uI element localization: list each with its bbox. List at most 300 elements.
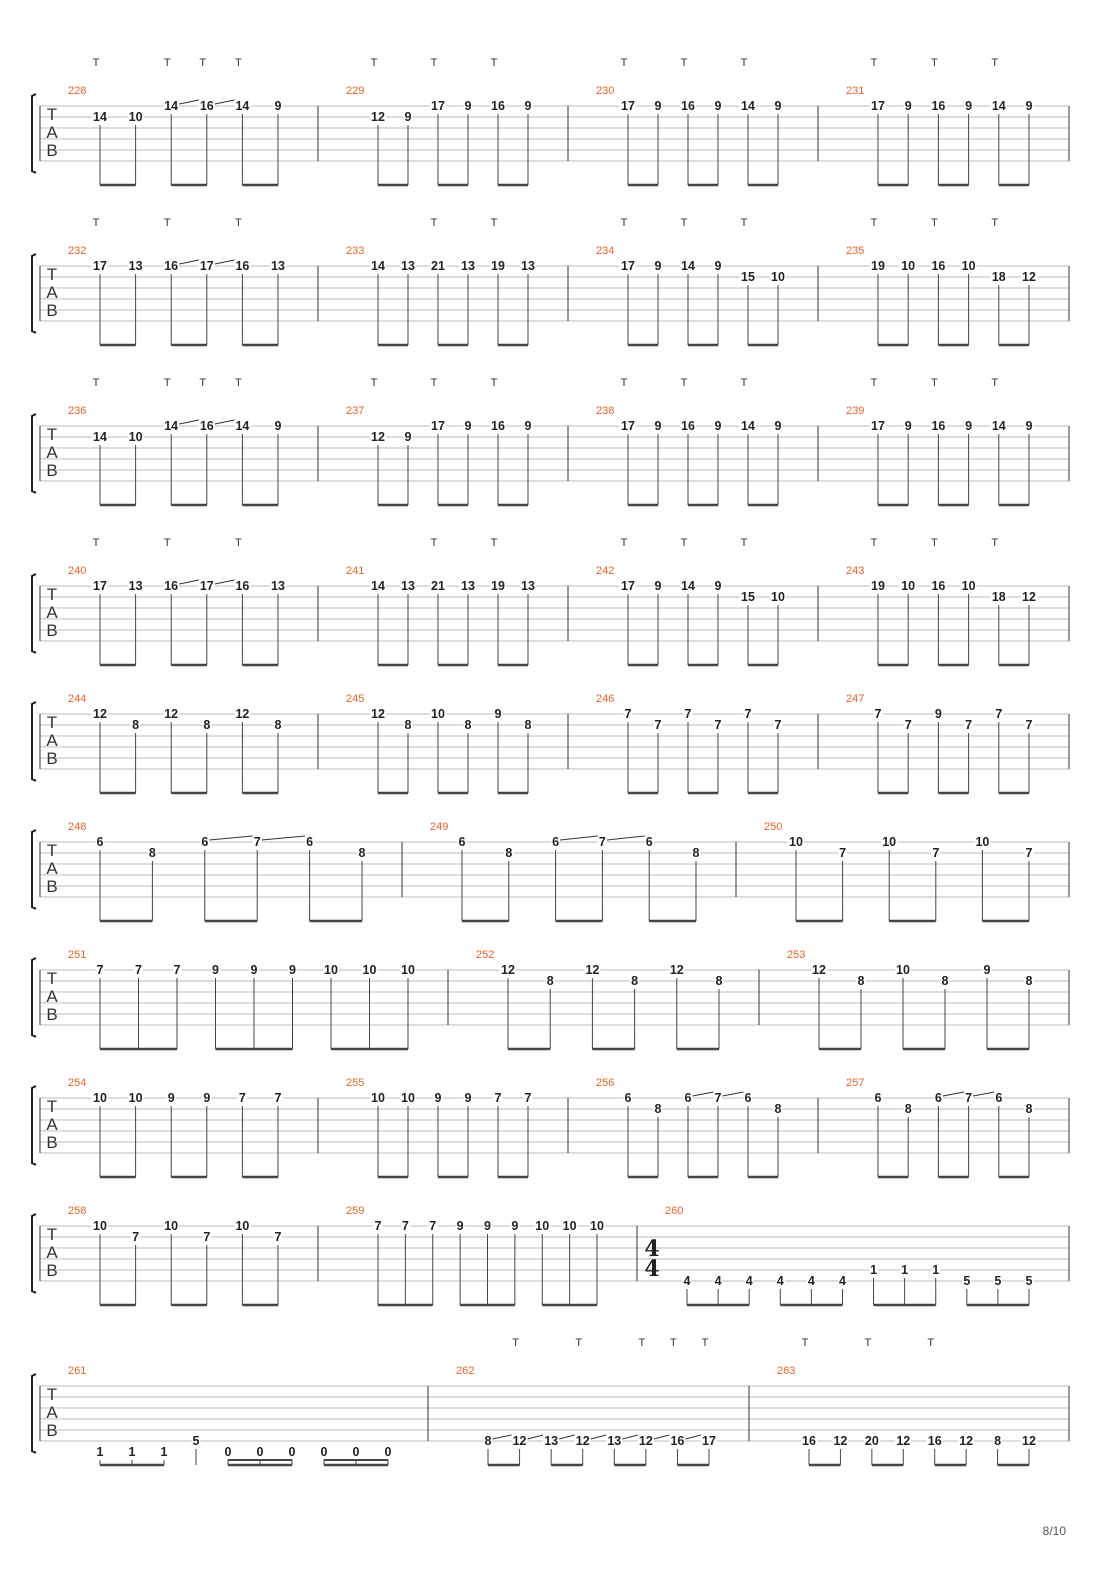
fret-number: 16	[235, 579, 250, 593]
measure	[318, 377, 533, 505]
tap-marker: T	[701, 1337, 709, 1349]
slide-line	[262, 836, 305, 840]
tab-clef-letter: T	[46, 1225, 58, 1244]
system-bracket	[32, 1086, 36, 1165]
fret-number: 12	[501, 963, 515, 977]
tap-marker: T	[235, 57, 242, 69]
measure	[818, 693, 1034, 793]
measure-number: 252	[476, 949, 495, 961]
slide-line	[723, 1092, 744, 1096]
fret-number: 12	[812, 963, 826, 977]
tap-marker: T	[575, 1337, 583, 1349]
fret-number: 15	[741, 590, 755, 604]
fret-number: 8	[994, 1434, 1002, 1448]
measure	[318, 693, 533, 793]
fret-number: 12	[93, 707, 107, 721]
measure-number: 235	[846, 245, 865, 257]
fret-number: 9	[983, 963, 991, 977]
measure	[68, 57, 283, 185]
tab-clef-letter: A	[46, 1115, 58, 1134]
measure-number: 228	[68, 85, 87, 97]
measure-number: 233	[346, 245, 365, 257]
tap-marker: T	[490, 57, 498, 69]
tab-clef-letter: T	[46, 713, 58, 732]
fret-number: 10	[789, 835, 803, 849]
fret-number: 10	[535, 1219, 550, 1233]
fret-number: 9	[404, 430, 412, 444]
measure-number: 240	[68, 565, 87, 577]
tap-marker: T	[740, 57, 748, 69]
measure	[68, 1205, 283, 1305]
fret-number: 21	[431, 579, 445, 593]
fret-number: 7	[904, 718, 912, 732]
fret-number: 6	[645, 835, 653, 849]
tap-marker: T	[680, 57, 688, 69]
fret-number: 6	[624, 1091, 632, 1105]
fret-number: 9	[774, 99, 782, 113]
fret-number: 17	[621, 259, 635, 273]
fret-number: 13	[271, 579, 285, 593]
tap-marker: T	[991, 217, 999, 229]
tap-marker: T	[235, 217, 242, 229]
fret-number: 7	[524, 1091, 532, 1105]
fret-number: 10	[128, 430, 143, 444]
fret-number: 13	[461, 259, 475, 273]
slide-line	[215, 260, 235, 264]
fret-number: 19	[871, 579, 885, 593]
fret-number: 9	[654, 99, 662, 113]
fret-number: 0	[288, 1445, 296, 1459]
tap-marker: T	[163, 57, 171, 69]
slide-line	[215, 100, 235, 104]
fret-number: 13	[401, 579, 415, 593]
fret-number: 14	[991, 419, 1006, 433]
slide-line	[179, 100, 199, 104]
fret-number: 6	[874, 1091, 882, 1105]
system-bracket	[32, 94, 36, 173]
tap-marker: T	[430, 217, 438, 229]
fret-number: 6	[995, 1091, 1003, 1105]
fret-number: 21	[431, 259, 445, 273]
fret-number: 7	[965, 1091, 973, 1105]
fret-number: 5	[1025, 1274, 1033, 1288]
tap-marker: T	[370, 377, 378, 389]
tab-clef-letter: B	[46, 141, 58, 160]
fret-number: 0	[352, 1445, 360, 1459]
measure	[749, 1337, 1037, 1465]
tap-marker: T	[991, 377, 999, 389]
tab-clef-letter: B	[46, 749, 58, 768]
fret-number: 14	[93, 110, 107, 124]
fret-number: 17	[199, 579, 214, 593]
fret-number: 8	[404, 718, 412, 732]
tap-marker: T	[740, 217, 748, 229]
fret-number: 9	[774, 419, 782, 433]
fret-number: 10	[901, 259, 916, 273]
fret-number: 13	[521, 579, 535, 593]
tab-clef-letter: B	[46, 1005, 58, 1024]
fret-number: 6	[744, 1091, 752, 1105]
fret-number: 13	[401, 259, 415, 273]
fret-number: 17	[431, 419, 445, 433]
fret-number: 16	[235, 259, 250, 273]
fret-number: 14	[741, 419, 755, 433]
fret-number: 12	[1022, 270, 1036, 284]
fret-number: 13	[461, 579, 475, 593]
fret-number: 17	[93, 259, 107, 273]
fret-number: 8	[546, 974, 554, 988]
measure	[428, 1337, 717, 1465]
measure-number: 255	[346, 1077, 365, 1089]
slide-line	[179, 580, 199, 584]
fret-number: 9	[494, 707, 502, 721]
fret-number: 9	[456, 1219, 464, 1233]
tap-marker: T	[931, 57, 938, 69]
fret-number: 7	[274, 1230, 282, 1244]
tab-clef-letter: T	[46, 585, 58, 604]
time-signature-top: 4	[644, 1236, 660, 1262]
fret-number: 7	[494, 1091, 502, 1105]
tab-clef-letter: B	[46, 301, 58, 320]
measure-number: 231	[846, 85, 865, 97]
system-bracket	[32, 414, 36, 493]
fret-number: 8	[505, 846, 513, 860]
fret-number: 10	[961, 579, 976, 593]
measure-number: 256	[596, 1077, 615, 1089]
slide-line	[493, 1435, 512, 1439]
fret-number: 10	[93, 1219, 107, 1233]
fret-number: 7	[932, 846, 940, 860]
tap-marker: T	[490, 377, 498, 389]
fret-number: 6	[458, 835, 466, 849]
system-bracket	[32, 958, 36, 1037]
tab-system	[32, 537, 1069, 665]
fret-number: 6	[306, 835, 314, 849]
fret-number: 12	[833, 1434, 848, 1448]
fret-number: 12	[371, 707, 385, 721]
fret-number: 9	[965, 419, 973, 433]
fret-number: 0	[384, 1445, 392, 1459]
fret-number: 14	[371, 259, 385, 273]
slide-line	[685, 1435, 701, 1439]
fret-number: 9	[714, 579, 722, 593]
fret-number: 7	[374, 1219, 382, 1233]
fret-number: 8	[904, 1102, 912, 1116]
fret-number: 12	[512, 1434, 527, 1448]
tap-marker: T	[620, 537, 628, 549]
measure-number: 247	[846, 693, 865, 705]
fret-number: 9	[1025, 99, 1033, 113]
measure	[318, 57, 533, 185]
fret-number: 1	[128, 1445, 136, 1459]
fret-number: 14	[681, 259, 695, 273]
fret-number: 17	[621, 99, 635, 113]
fret-number: 4	[838, 1274, 846, 1288]
measure	[818, 377, 1034, 505]
measure	[68, 693, 283, 793]
tap-marker: T	[235, 377, 242, 389]
fret-number: 1	[901, 1263, 909, 1277]
tap-marker: T	[370, 57, 378, 69]
tap-marker: T	[740, 377, 748, 389]
fret-number: 9	[904, 99, 912, 113]
fret-number: 1	[96, 1445, 104, 1459]
fret-number: 9	[464, 99, 472, 113]
fret-number: 7	[654, 718, 662, 732]
fret-number: 16	[164, 579, 179, 593]
fret-number: 7	[624, 707, 632, 721]
fret-number: 7	[839, 846, 847, 860]
fret-number: 8	[464, 718, 472, 732]
tab-system	[32, 949, 1069, 1049]
tap-marker: T	[931, 217, 938, 229]
system-bracket	[32, 254, 36, 333]
tap-marker: T	[680, 217, 688, 229]
fret-number: 9	[250, 963, 258, 977]
measure	[68, 821, 367, 921]
tap-marker: T	[870, 377, 878, 389]
tap-marker: T	[430, 377, 438, 389]
fret-number: 12	[164, 707, 179, 721]
measure-number: 244	[68, 693, 87, 705]
fret-number: 1	[870, 1263, 878, 1277]
fret-number: 17	[93, 579, 107, 593]
measure	[637, 1205, 1034, 1305]
fret-number: 9	[654, 259, 662, 273]
fret-number: 0	[256, 1445, 264, 1459]
system-bracket	[32, 1214, 36, 1293]
tab-clef-letter: T	[46, 105, 58, 124]
slide-line	[179, 260, 199, 264]
fret-number: 8	[941, 974, 949, 988]
measure-number: 241	[346, 565, 365, 577]
measure	[759, 949, 1034, 1049]
measure-number: 237	[346, 405, 365, 417]
fret-number: 8	[857, 974, 865, 988]
tab-system	[32, 217, 1069, 345]
fret-number: 7	[135, 963, 142, 977]
slide-line	[973, 1092, 994, 1096]
tap-marker: T	[199, 57, 207, 69]
fret-number: 9	[274, 419, 282, 433]
fret-number: 5	[994, 1274, 1002, 1288]
fret-number: 8	[524, 718, 532, 732]
measure	[818, 537, 1037, 665]
slide-line	[215, 580, 235, 584]
fret-number: 17	[431, 99, 445, 113]
fret-number: 10	[235, 1219, 250, 1233]
measure-number: 253	[787, 949, 806, 961]
fret-number: 16	[931, 259, 946, 273]
slide-line	[528, 1435, 544, 1439]
fret-number: 9	[464, 1091, 472, 1105]
fret-number: 8	[148, 846, 156, 860]
tap-marker: T	[931, 537, 938, 549]
tap-marker: T	[199, 377, 207, 389]
tap-marker: T	[670, 1337, 677, 1349]
fret-number: 19	[491, 579, 505, 593]
tab-clef-letter: A	[46, 1243, 58, 1262]
fret-number: 10	[975, 835, 990, 849]
fret-number: 13	[271, 259, 285, 273]
tap-marker: T	[680, 377, 688, 389]
slide-line	[654, 1435, 670, 1439]
fret-number: 10	[93, 1091, 107, 1105]
measure-number: 259	[346, 1205, 365, 1217]
tab-clef-letter: B	[46, 1261, 58, 1280]
measure-number: 250	[764, 821, 783, 833]
fret-number: 6	[96, 835, 104, 849]
fret-number: 6	[552, 835, 560, 849]
tab-clef-letter: A	[46, 859, 58, 878]
measure-number: 263	[777, 1365, 796, 1377]
fret-number: 10	[562, 1219, 577, 1233]
fret-number: 16	[927, 1434, 942, 1448]
fret-number: 9	[464, 419, 472, 433]
fret-number: 17	[199, 259, 214, 273]
tab-clef-letter: T	[46, 265, 58, 284]
slide-line	[215, 420, 235, 424]
fret-number: 14	[93, 430, 107, 444]
fret-number: 7	[203, 1230, 211, 1244]
fret-number: 17	[871, 99, 885, 113]
fret-number: 8	[654, 1102, 662, 1116]
tab-clef-letter: B	[46, 621, 58, 640]
fret-number: 14	[164, 99, 179, 113]
fret-number: 9	[714, 99, 722, 113]
tap-marker: T	[620, 217, 628, 229]
tap-marker: T	[927, 1337, 935, 1349]
fret-number: 12	[1022, 590, 1036, 604]
slide-line	[591, 1435, 607, 1439]
fret-number: 17	[621, 579, 635, 593]
tap-marker: T	[430, 537, 438, 549]
fret-number: 17	[871, 419, 885, 433]
fret-number: 10	[371, 1091, 385, 1105]
measure	[68, 377, 283, 505]
tab-system	[32, 57, 1069, 185]
fret-number: 7	[995, 707, 1003, 721]
fret-number: 0	[320, 1445, 328, 1459]
fret-number: 19	[491, 259, 505, 273]
fret-number: 10	[590, 1219, 604, 1233]
tab-clef-letter: B	[46, 1133, 58, 1152]
fret-number: 8	[1025, 1102, 1033, 1116]
fret-number: 9	[203, 1091, 211, 1105]
fret-number: 10	[901, 579, 916, 593]
fret-number: 16	[199, 99, 214, 113]
slide-line	[693, 1092, 714, 1096]
tab-clef-letter: T	[46, 841, 58, 860]
measure-number: 258	[68, 1205, 87, 1217]
tap-marker: T	[490, 537, 498, 549]
fret-number: 7	[714, 1091, 722, 1105]
fret-number: 15	[741, 270, 755, 284]
fret-number: 9	[965, 99, 973, 113]
tap-marker: T	[92, 537, 100, 549]
measure	[68, 1077, 283, 1177]
fret-number: 8	[631, 974, 639, 988]
fret-number: 9	[904, 419, 912, 433]
fret-number: 16	[931, 579, 946, 593]
fret-number: 16	[931, 99, 946, 113]
measure	[818, 217, 1037, 345]
fret-number: 20	[864, 1434, 879, 1448]
fret-number: 7	[173, 963, 181, 977]
measure-number: 262	[456, 1365, 475, 1377]
fret-number: 12	[959, 1434, 974, 1448]
measure	[68, 1365, 393, 1465]
tap-marker: T	[870, 217, 878, 229]
tap-marker: T	[92, 217, 100, 229]
fret-number: 10	[882, 835, 897, 849]
tap-marker: T	[235, 537, 242, 549]
fret-number: 9	[511, 1219, 519, 1233]
slide-line	[559, 1435, 575, 1439]
tap-marker: T	[620, 57, 628, 69]
fret-number: 10	[401, 1091, 415, 1105]
tap-marker: T	[870, 537, 878, 549]
measure-number: 243	[846, 565, 865, 577]
tap-marker: T	[512, 1337, 519, 1349]
tap-marker: T	[991, 57, 999, 69]
fret-number: 8	[774, 1102, 782, 1116]
fret-number: 16	[199, 419, 214, 433]
fret-number: 8	[358, 846, 366, 860]
fret-number: 7	[598, 835, 606, 849]
fret-number: 12	[585, 963, 600, 977]
fret-number: 16	[802, 1434, 816, 1448]
tap-marker: T	[740, 537, 748, 549]
measure	[68, 537, 286, 665]
fret-number: 8	[484, 1434, 492, 1448]
measure-number: 238	[596, 405, 615, 417]
fret-number: 16	[931, 419, 946, 433]
measure	[818, 57, 1034, 185]
time-signature-bottom: 4	[644, 1256, 660, 1282]
tab-clef-letter: T	[46, 425, 58, 444]
fret-number: 10	[771, 590, 785, 604]
fret-number: 13	[544, 1434, 559, 1448]
fret-number: 10	[128, 110, 143, 124]
tap-marker: T	[638, 1337, 646, 1349]
fret-number: 9	[714, 259, 722, 273]
fret-number: 9	[934, 707, 942, 721]
tap-marker: T	[864, 1337, 872, 1349]
fret-number: 12	[371, 430, 385, 444]
fret-number: 18	[991, 270, 1006, 284]
fret-number: 9	[434, 1091, 442, 1105]
measure	[568, 1077, 783, 1177]
measure	[318, 1205, 605, 1305]
measure	[68, 949, 416, 1049]
fret-number: 7	[1025, 846, 1033, 860]
measure	[568, 217, 786, 345]
fret-number: 7	[684, 707, 692, 721]
fret-number: 13	[607, 1434, 622, 1448]
fret-number: 8	[274, 718, 282, 732]
fret-number: 10	[324, 963, 338, 977]
measure	[448, 949, 724, 1049]
tab-clef-letter: A	[46, 283, 58, 302]
tap-marker: T	[931, 377, 938, 389]
tab-clef-letter: A	[46, 1403, 58, 1422]
tab-clef-letter: A	[46, 603, 58, 622]
fret-number: 9	[524, 99, 532, 113]
fret-number: 9	[484, 1219, 491, 1233]
fret-number: 9	[714, 419, 722, 433]
slide-line	[179, 420, 199, 424]
